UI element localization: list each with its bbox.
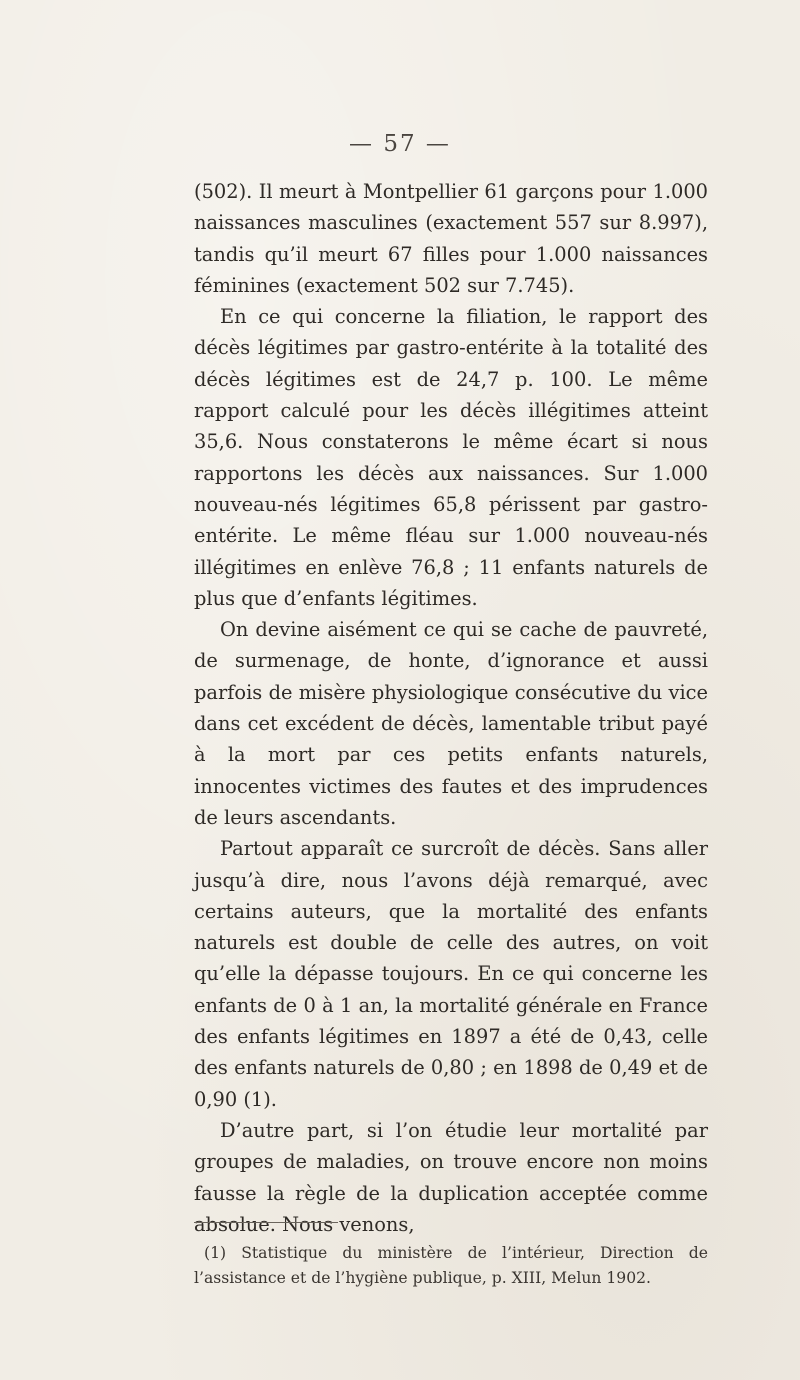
paragraph-1: (502). Il meurt à Montpellier 61 garçons pour 1.000 naissances masculines (exactement 557 sur 8.997), tandis qu’il meurt 67 filles pour 1.000 naissances féminines (exactement 502 sur 7.745). — [194, 180, 708, 297]
footnote — [194, 1241, 708, 1291]
page-number: — 57 — — [349, 131, 451, 157]
footnote-divider — [194, 1222, 338, 1223]
footnote-1: (1) Statistique du ministère de l’intérieur, Direction de l’assistance et de l’hygiène publique, p. XIII, Melun 1902. — [194, 1244, 708, 1287]
body-text — [194, 176, 708, 1240]
paragraph-3: On devine aisément ce qui se cache de pauvreté, de surmenage, de honte, d’ignorance et aussi parfois de misère physiologique consécutive du vice dans cet excédent de décès, lamentable tribut payé à la mort par ces petits enfants naturels, innocentes victimes des fautes et des imprudences de leurs ascendants. — [194, 618, 708, 829]
paragraph-5: D’autre part, si l’on étudie leur mortalité par groupes de maladies, on trouve encore non moins fausse la règle de la duplication acceptée comme absolue. Nous venons, — [194, 1118, 708, 1236]
paragraph-2: En ce qui concerne la filiation, le rapport des décès légitimes par gastro-entérite à la totalité des décès légitimes est de 24,7 p. 100. Le même rapport calculé pour les décès illégitimes atteint 35,6. Nous constaterons le même écart si nous rapportons les décès aux naissances. Sur 1.000 nouveau-nés légitimes 65,8 périssent par gastro-entérite. Le même fléau sur 1.000 nouveau-nés illégitimes en enlève 76,8 ; 11 enfants naturels de plus que d’enfants légitimes. — [194, 305, 708, 610]
paragraph-4: Partout apparaît ce surcroît de décès. Sans aller jusqu’à dire, nous l’avons déjà remarqué, avec certains auteurs, que la mortalité des enfants naturels est double de celle des autres, on voit qu’elle la dépasse toujours. En ce qui concerne les enfants de 0 à 1 an, la mortalité générale en France des enfants légitimes en 1897 a été de 0,43, celle des enfants naturels de 0,80 ; en 1898 de 0,49 et de 0,90 (1). — [194, 837, 708, 1111]
